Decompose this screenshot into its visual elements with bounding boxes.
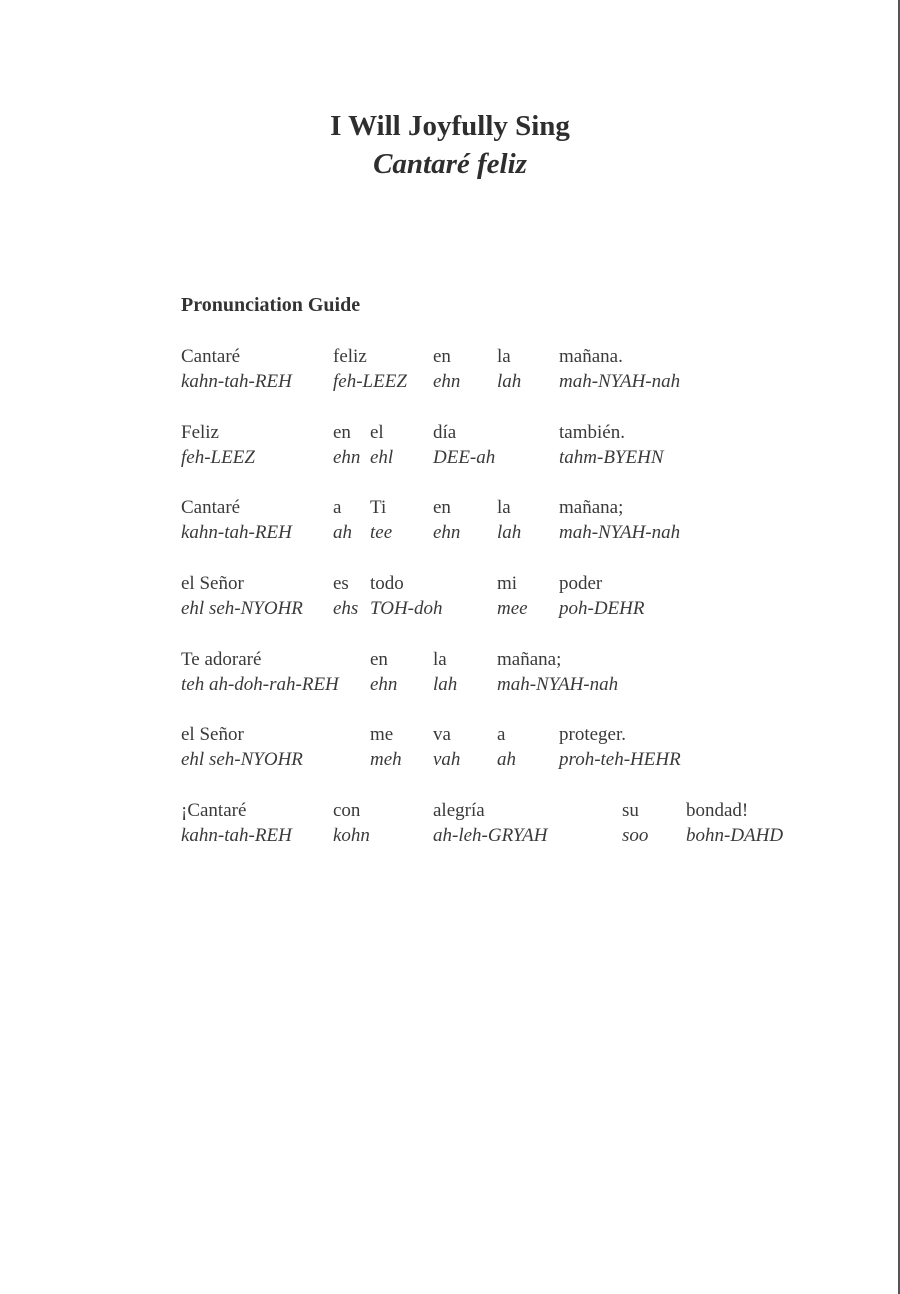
pronunciation-word: ah (333, 522, 352, 543)
spanish-word: proteger. (559, 724, 627, 745)
spanish-word: poder (559, 573, 603, 594)
spanish-word: bondad! (686, 800, 749, 821)
pronunciation-word: ah (497, 749, 516, 770)
pronunciation-word: teh ah-doh-rah-REH (181, 674, 339, 695)
pronunciation-word: ehl seh-NYOHR (181, 749, 303, 770)
pronunciation-word: kahn-tah-REH (181, 825, 292, 846)
guide-line (0, 421, 900, 473)
spanish-word: a (497, 724, 506, 745)
spanish-word: la (497, 346, 511, 367)
pronunciation-word: kahn-tah-REH (181, 522, 292, 543)
spanish-word: Feliz (181, 422, 219, 443)
pronunciation-word: TOH-doh (370, 598, 443, 619)
pronunciation-word: poh-DEHR (559, 598, 645, 619)
guide-line (0, 345, 900, 397)
spanish-word: todo (370, 573, 404, 594)
spanish-word: en (370, 649, 388, 670)
spanish-word: con (333, 800, 361, 821)
pronunciation-word: mah-NYAH-nah (559, 522, 681, 543)
spanish-word: ¡Cantaré (181, 800, 247, 821)
spanish-word: va (433, 724, 451, 745)
spanish-word: Te adoraré (181, 649, 262, 670)
pronunciation-word: lah (497, 522, 522, 543)
spanish-word: mañana; (497, 649, 562, 670)
guide-line (0, 723, 900, 775)
pronunciation-word: ehn (370, 674, 398, 695)
pronunciation-word: lah (497, 371, 522, 392)
spanish-word: es (333, 573, 349, 594)
spanish-word: en (433, 497, 451, 518)
spanish-word: Cantaré (181, 497, 241, 518)
spanish-word: en (433, 346, 451, 367)
spanish-word: Ti (370, 497, 387, 518)
spanish-word: feliz (333, 346, 367, 367)
pronunciation-word: mah-NYAH-nah (497, 674, 619, 695)
spanish-word: mañana. (559, 346, 623, 367)
spanish-word: la (497, 497, 511, 518)
spanish-word: el (370, 422, 384, 443)
pronunciation-word: mah-NYAH-nah (559, 371, 681, 392)
pronunciation-word: bohn-DAHD (686, 825, 784, 846)
spanish-word: día (433, 422, 457, 443)
pronunciation-word: kohn (333, 825, 370, 846)
pronunciation-word: proh-teh-HEHR (559, 749, 681, 770)
pronunciation-word: DEE-ah (433, 447, 496, 468)
spanish-word: también. (559, 422, 625, 443)
spanish-word: el Señor (181, 724, 244, 745)
pronunciation-word: meh (370, 749, 402, 770)
spanish-word: mañana; (559, 497, 624, 518)
spanish-word: el Señor (181, 573, 244, 594)
pronunciation-word: ehn (433, 522, 461, 543)
spanish-word: su (622, 800, 639, 821)
guide-line (0, 799, 900, 851)
pronunciation-guide-heading: Pronunciation Guide (181, 294, 361, 316)
spanish-word: me (370, 724, 394, 745)
spanish-word: Cantaré (181, 346, 241, 367)
pronunciation-word: mee (497, 598, 528, 619)
pronunciation-word: feh-LEEZ (181, 447, 255, 468)
pronunciation-word: lah (433, 674, 458, 695)
pronunciation-word: tee (370, 522, 393, 543)
guide-line (0, 648, 900, 700)
spanish-word: en (333, 422, 351, 443)
pronunciation-word: ehs (333, 598, 359, 619)
spanish-word: a (333, 497, 342, 518)
pronunciation-word: tahm-BYEHN (559, 447, 664, 468)
pronunciation-word: vah (433, 749, 461, 770)
pronunciation-word: ehn (433, 371, 461, 392)
pronunciation-word: ah-leh-GRYAH (433, 825, 548, 846)
pronunciation-word: ehn (333, 447, 361, 468)
page-title: I Will Joyfully Sing (330, 110, 570, 142)
pronunciation-word: kahn-tah-REH (181, 371, 292, 392)
guide-line (0, 496, 900, 548)
pronunciation-word: ehl (370, 447, 394, 468)
pronunciation-word: soo (622, 825, 649, 846)
pronunciation-word: feh-LEEZ (333, 371, 407, 392)
page-subtitle: Cantaré feliz (373, 148, 527, 180)
guide-line (0, 572, 900, 624)
spanish-word: mi (497, 573, 518, 594)
spanish-word: la (433, 649, 447, 670)
pronunciation-word: ehl seh-NYOHR (181, 598, 303, 619)
spanish-word: alegría (433, 800, 485, 821)
